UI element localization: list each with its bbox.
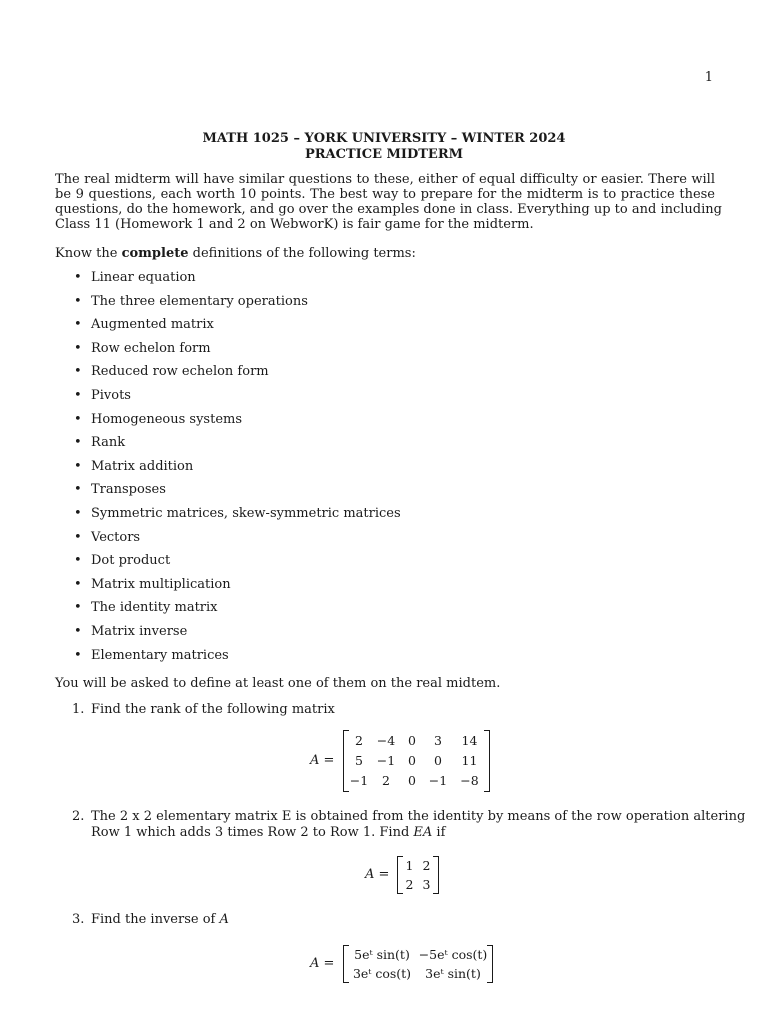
matrix-cell: −4 — [376, 732, 396, 748]
question-text — [91, 809, 745, 841]
bullet-icon: • — [74, 482, 82, 498]
question-number: 2. — [72, 809, 85, 824]
matrix-cell: 5 — [355, 752, 363, 768]
term-label: Reduced row echelon form — [91, 364, 269, 380]
matrix-cell: 2 — [382, 772, 390, 788]
matrix-cell: −1 — [349, 772, 369, 788]
matrix-cell: −1 — [428, 772, 448, 788]
list-item — [0, 648, 401, 672]
matrix-cell: 5eᵗ sin(t) — [354, 947, 410, 962]
question-number: 1. — [72, 702, 85, 717]
equation-q2 — [365, 856, 440, 894]
question-text-line — [91, 825, 745, 841]
list-item — [0, 341, 401, 365]
term-label: Pivots — [91, 387, 131, 403]
document-title — [0, 131, 768, 163]
term-label: Matrix multiplication — [91, 576, 231, 592]
matrix-cell: 0 — [408, 732, 416, 748]
equation-q1 — [310, 730, 490, 792]
bullet-icon: • — [74, 364, 82, 380]
title-line-2: PRACTICE MIDTERM — [304, 147, 464, 162]
math-variable: A — [219, 912, 229, 927]
bullet-icon: • — [74, 623, 82, 639]
matrix-cell: −1 — [376, 752, 396, 768]
know-text-bold: complete — [121, 246, 189, 261]
bullet-icon: • — [74, 317, 82, 333]
question-text-segment: Row 1 which adds 3 times Row 2 to Row 1. Find — [91, 825, 414, 840]
list-item — [0, 294, 401, 318]
question-text-line: The 2 x 2 elementary matrix E is obtained from the identity by means of the row operation altering — [91, 809, 746, 824]
list-item — [0, 435, 401, 459]
term-label: Vectors — [91, 529, 141, 545]
matrix-q2 — [397, 856, 439, 894]
matrix-q3 — [343, 945, 493, 983]
term-label: The three elementary operations — [91, 293, 308, 309]
intro-line: be 9 questions, each worth 10 points. The best way to prepare for the midterm is to practice these — [55, 187, 715, 202]
intro-paragraph — [55, 172, 722, 232]
know-text-before: Know the — [55, 246, 122, 261]
bullet-icon: • — [74, 293, 82, 309]
list-item — [0, 412, 401, 436]
matrix-table — [347, 945, 489, 983]
question-text — [91, 912, 229, 927]
equation-lhs-text: A = — [365, 867, 390, 882]
equation-lhs — [310, 956, 334, 971]
bullet-icon: • — [74, 458, 82, 474]
equation-lhs — [365, 867, 389, 882]
matrix-cell: 14 — [461, 732, 478, 748]
equation-q3 — [310, 945, 494, 983]
term-label: Augmented matrix — [91, 317, 214, 333]
matrix-cell: 1 — [405, 858, 414, 873]
matrix-cell: 2 — [422, 858, 431, 873]
intro-line: Class 11 (Homework 1 and 2 on WebworK) is fair game for the midterm. — [55, 217, 534, 232]
matrix-cell: 3 — [422, 877, 431, 892]
bullet-icon: • — [74, 600, 82, 616]
matrix-cell: 11 — [461, 752, 478, 768]
list-item — [0, 506, 401, 530]
bullet-icon: • — [74, 647, 82, 663]
question-text-segment: if — [432, 825, 446, 840]
bullet-icon: • — [74, 411, 82, 427]
matrix-cell: 0 — [408, 772, 416, 788]
right-bracket-icon — [484, 730, 490, 792]
matrix-cell: 3eᵗ cos(t) — [352, 966, 412, 981]
know-text-after: definitions of the following terms: — [188, 246, 416, 261]
matrix-cell: −8 — [460, 772, 479, 788]
list-item — [0, 270, 401, 294]
terms-list — [0, 270, 401, 671]
matrix-q1 — [343, 730, 490, 792]
math-variable: EA — [413, 825, 433, 840]
question-text-segment: Find the inverse of — [91, 912, 220, 927]
term-label: The identity matrix — [91, 600, 218, 616]
bullet-icon: • — [74, 553, 82, 569]
list-item — [0, 600, 401, 624]
term-label: Linear equation — [91, 270, 196, 285]
right-bracket-icon — [487, 945, 493, 983]
matrix-cell: 2 — [355, 732, 363, 748]
list-item — [0, 624, 401, 648]
bullet-icon: • — [74, 529, 82, 545]
know-definitions-line — [55, 246, 416, 261]
term-label: Homogeneous systems — [91, 411, 243, 427]
matrix-table — [347, 730, 486, 790]
define-note: You will be asked to define at least one of them on the real midtem. — [55, 676, 501, 691]
bullet-icon: • — [74, 576, 82, 592]
equation-lhs-text: A = — [310, 753, 335, 768]
term-label: Rank — [91, 435, 126, 451]
term-label: Matrix addition — [91, 458, 194, 474]
bullet-icon: • — [74, 340, 82, 356]
intro-line: The real midterm will have similar questions to these, either of equal difficulty or easier. There will — [55, 172, 715, 187]
matrix-cell: 3 — [434, 732, 442, 748]
list-item — [0, 530, 401, 554]
list-item — [0, 459, 401, 483]
matrix-cell: 0 — [434, 752, 442, 768]
list-item — [0, 577, 401, 601]
term-label: Symmetric matrices, skew-symmetric matrices — [91, 505, 401, 521]
bullet-icon: • — [74, 505, 82, 521]
term-label: Row echelon form — [91, 340, 211, 356]
list-item — [0, 553, 401, 577]
question-number: 3. — [72, 912, 85, 927]
matrix-cell: −5eᵗ cos(t) — [418, 947, 488, 962]
list-item — [0, 364, 401, 388]
term-label: Transposes — [91, 482, 166, 498]
list-item — [0, 388, 401, 412]
equation-lhs — [310, 753, 334, 768]
matrix-cell: 2 — [405, 877, 414, 892]
page-number: 1 — [704, 70, 713, 85]
matrix-cell: 3eᵗ sin(t) — [425, 966, 481, 981]
matrix-table — [401, 856, 435, 894]
intro-line: questions, do the homework, and go over the examples done in class. Everything up to and including — [55, 202, 722, 217]
title-line-1: MATH 1025 – YORK UNIVERSITY – WINTER 2024 — [202, 131, 566, 146]
term-label: Matrix inverse — [91, 623, 188, 639]
question-text: Find the rank of the following matrix — [91, 702, 335, 717]
right-bracket-icon — [433, 856, 439, 894]
equation-lhs-text: A = — [310, 956, 335, 971]
bullet-icon: • — [74, 387, 82, 403]
term-label: Elementary matrices — [91, 647, 229, 663]
bullet-icon: • — [74, 270, 82, 285]
matrix-cell: 0 — [408, 752, 416, 768]
bullet-icon: • — [74, 435, 82, 451]
list-item — [0, 317, 401, 341]
term-label: Dot product — [91, 553, 171, 569]
list-item — [0, 482, 401, 506]
